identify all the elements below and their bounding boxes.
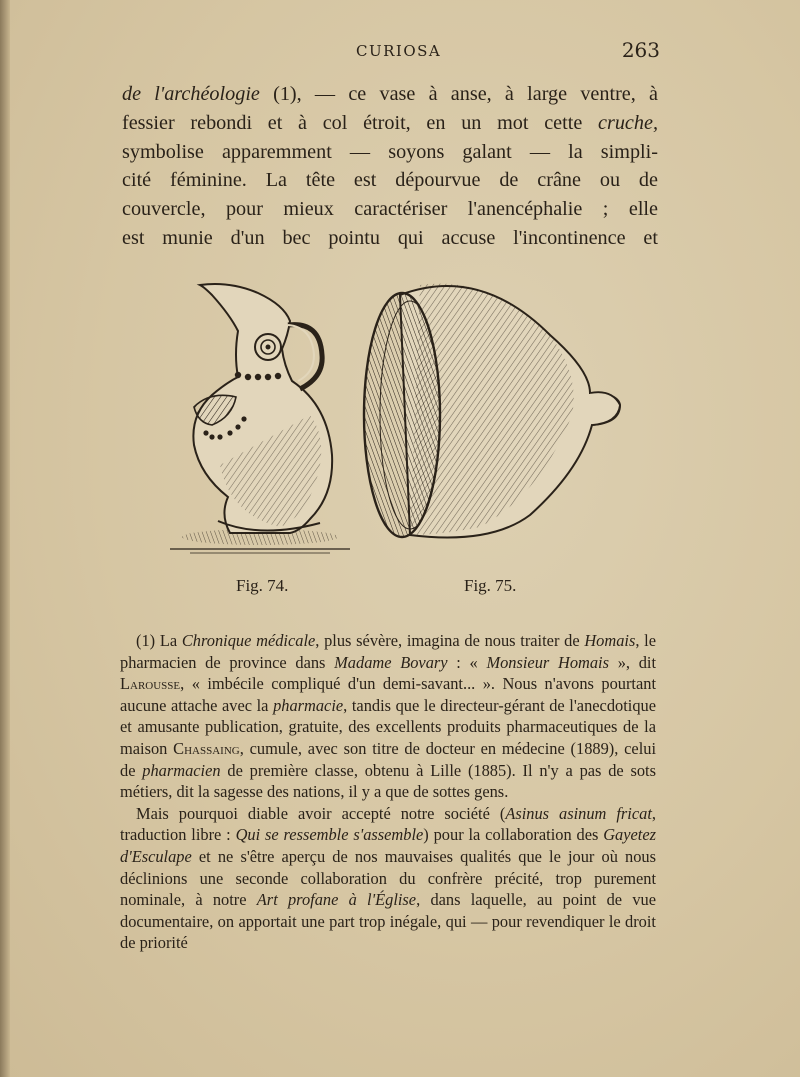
fn-text: : «	[447, 652, 487, 672]
text-italic: de l'archéologie	[122, 83, 260, 105]
fn-text: , tandis que le directeur-gérant de l'anecdotique et amusante publication, gratuite, des excellents produits pharmaceutiques de la maison	[120, 695, 656, 758]
fn-italic: Monsieur Homais	[486, 652, 609, 672]
fn-italic: Gayetez d'Esculape	[120, 825, 656, 866]
fn-text: et ne s'être aperçu de nos mauvaises qualités que le jour où nous déclinions une seconde collaboration du confrère précité, trop purement nominale, à notre	[120, 846, 656, 910]
fn-text: de première classe, obtenu à Lille (1885). Il n'y a pas de sots métiers, dit la sagesse des nations, il y a que de sottes gens.	[120, 760, 656, 802]
fn-text: , traduction libre :	[120, 803, 656, 845]
fn-text: », dit	[609, 652, 657, 672]
footnote-paragraph-2	[120, 803, 656, 954]
fn-italic: Homais	[584, 631, 636, 650]
fn-text: (1) La	[136, 631, 182, 650]
text-line	[122, 109, 658, 138]
running-head: CURIOSA	[356, 42, 442, 60]
fn-italic: Qui se ressemble s'assemble	[235, 825, 424, 845]
fn-text: , plus sévère, imagina de nous traiter de	[315, 631, 585, 650]
fn-italic: pharmacie	[273, 695, 344, 715]
figures-illustration	[160, 265, 640, 565]
text-line	[122, 80, 658, 109]
fn-smallcaps: Larousse	[120, 674, 181, 694]
text-line: couvercle, pour mieux caractériser l'anencéphalie ; elle	[122, 198, 658, 221]
page-number: 263	[621, 38, 660, 62]
footnote-paragraph-1	[120, 630, 656, 803]
fn-smallcaps: Chassaing	[173, 738, 240, 758]
caption-fig-75: Fig. 75.	[464, 576, 517, 595]
fn-italic: Chronique médicale	[181, 631, 316, 650]
fn-text: , le pharmacien de province dans	[120, 631, 657, 672]
fn-italic: Art profane à l'Église	[256, 890, 417, 910]
text-line: symbolise apparemment — soyons galant — la simpli-	[122, 140, 658, 163]
caption-fig-74: Fig. 74.	[236, 576, 289, 595]
fn-italic: Asinus asinum fricat	[505, 803, 652, 823]
fn-text: ) pour la collaboration des	[423, 825, 604, 845]
fn-italic: Madame Bovary	[334, 652, 448, 672]
footnote-block	[120, 630, 656, 954]
book-spine-shadow	[0, 0, 10, 1077]
jug-figure	[170, 284, 350, 553]
fn-italic: pharmacien	[142, 760, 221, 780]
fn-text: Mais pourquoi diable avoir accepté notre société (	[136, 803, 506, 823]
text-line: est munie d'un bec pointu qui accuse l'incontinence et	[122, 226, 658, 249]
text-line: cité féminine. La tête est dépourvue de crâne ou de	[122, 169, 658, 192]
cup-figure	[364, 284, 620, 538]
text-italic: cruche,	[598, 111, 658, 134]
text-span: fessier rebondi et à col étroit, en un mot cette	[122, 111, 599, 134]
figure-captions	[0, 576, 800, 600]
fn-text: , « imbécile compliqué d'un demi-savant... ». Nous n'avons pourtant aucune attache avec la	[120, 674, 656, 715]
main-text	[122, 80, 658, 253]
page-header	[120, 38, 660, 64]
fn-text: , dans laquelle, au point de vue documentaire, on apportait une part trop inégale, qui — pour revendiquer le droit de priorité	[120, 890, 656, 953]
text-span: (1), — ce vase à anse, à large ventre, à	[259, 83, 659, 105]
fn-text: , cumule, avec son titre de docteur en médecine (1889), celui de	[120, 738, 656, 780]
